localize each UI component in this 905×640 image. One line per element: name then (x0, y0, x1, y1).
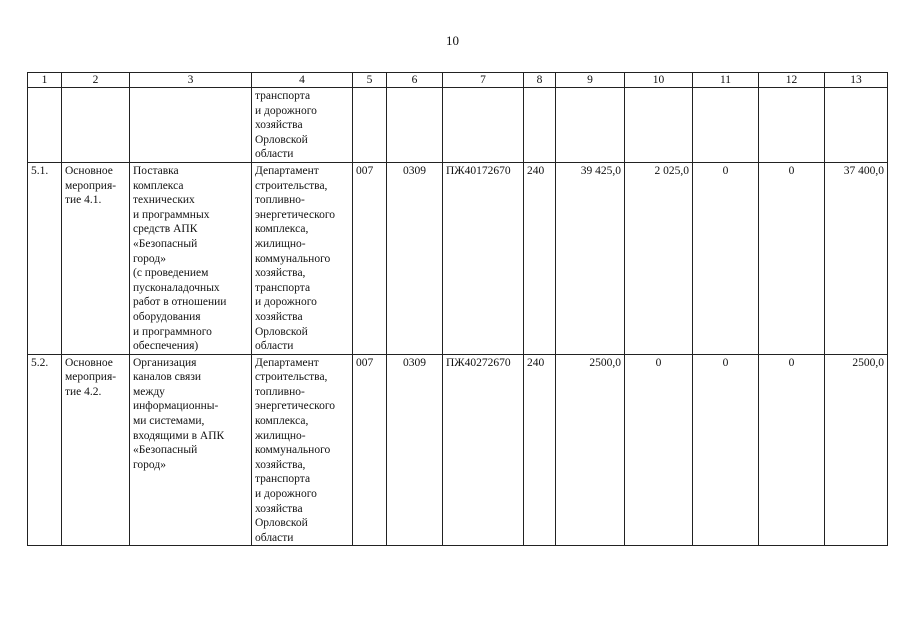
column-header-2: 2 (62, 73, 130, 88)
cell-number: 5.2. (28, 354, 62, 546)
cell-code-8: 240 (524, 354, 556, 546)
column-header-10: 10 (625, 73, 693, 88)
cell-code-5: 007 (353, 162, 387, 354)
cell-description (130, 88, 252, 163)
header-row (28, 73, 888, 88)
cell-code-5 (353, 88, 387, 163)
cell-code-7 (443, 88, 524, 163)
budget-table (27, 72, 888, 546)
column-header-13: 13 (825, 73, 888, 88)
column-header-9: 9 (556, 73, 625, 88)
column-header-8: 8 (524, 73, 556, 88)
cell-amount-9: 39 425,0 (556, 162, 625, 354)
cell-amount-13: 37 400,0 (825, 162, 888, 354)
cell-amount-12 (759, 88, 825, 163)
column-header-1: 1 (28, 73, 62, 88)
table-row-5-2 (28, 354, 888, 546)
cell-amount-9: 2500,0 (556, 354, 625, 546)
cell-code-5: 007 (353, 354, 387, 546)
cell-code-6: 0309 (387, 162, 443, 354)
cell-amount-11 (693, 88, 759, 163)
cell-description: Поставка комплекса технических и программных средств АПК «Безопасный город» (с проведением пусконаладочных работ в отношении оборудования и программного обеспечения) (130, 162, 252, 354)
cell-number: 5.1. (28, 162, 62, 354)
cell-amount-9 (556, 88, 625, 163)
cell-code-8 (524, 88, 556, 163)
cell-event-name (62, 88, 130, 163)
column-header-12: 12 (759, 73, 825, 88)
column-header-6: 6 (387, 73, 443, 88)
cell-event-name: Основное мероприя- тие 4.1. (62, 162, 130, 354)
cell-department: транспорта и дорожного хозяйства Орловской области (252, 88, 353, 163)
column-header-4: 4 (252, 73, 353, 88)
cell-code-6: 0309 (387, 354, 443, 546)
table-row-5-1 (28, 162, 888, 354)
cell-number (28, 88, 62, 163)
column-header-7: 7 (443, 73, 524, 88)
cell-amount-10 (625, 88, 693, 163)
cell-amount-11: 0 (693, 162, 759, 354)
cell-amount-10: 2 025,0 (625, 162, 693, 354)
page-number: 10 (446, 33, 459, 48)
cell-code-6 (387, 88, 443, 163)
cell-amount-12: 0 (759, 162, 825, 354)
column-header-5: 5 (353, 73, 387, 88)
cell-code-7: ПЖ40172670 (443, 162, 524, 354)
cell-department: Департамент строительства, топливно- энергетического комплекса, жилищно- коммунального хозяйства, транспорта и дорожного хозяйства Орловской области (252, 162, 353, 354)
cell-event-name: Основное мероприя- тие 4.2. (62, 354, 130, 546)
cell-amount-10: 0 (625, 354, 693, 546)
cell-description: Организация каналов связи между информационны- ми системами, входящими в АПК «Безопасный город» (130, 354, 252, 546)
cell-department: Департамент строительства, топливно- энергетического комплекса, жилищно- коммунального хозяйства, транспорта и дорожного хозяйства Орловской области (252, 354, 353, 546)
column-header-11: 11 (693, 73, 759, 88)
cell-code-8: 240 (524, 162, 556, 354)
table-row-continuation (28, 88, 888, 163)
cell-amount-12: 0 (759, 354, 825, 546)
cell-amount-13 (825, 88, 888, 163)
cell-code-7: ПЖ40272670 (443, 354, 524, 546)
cell-amount-11: 0 (693, 354, 759, 546)
column-header-3: 3 (130, 73, 252, 88)
cell-amount-13: 2500,0 (825, 354, 888, 546)
